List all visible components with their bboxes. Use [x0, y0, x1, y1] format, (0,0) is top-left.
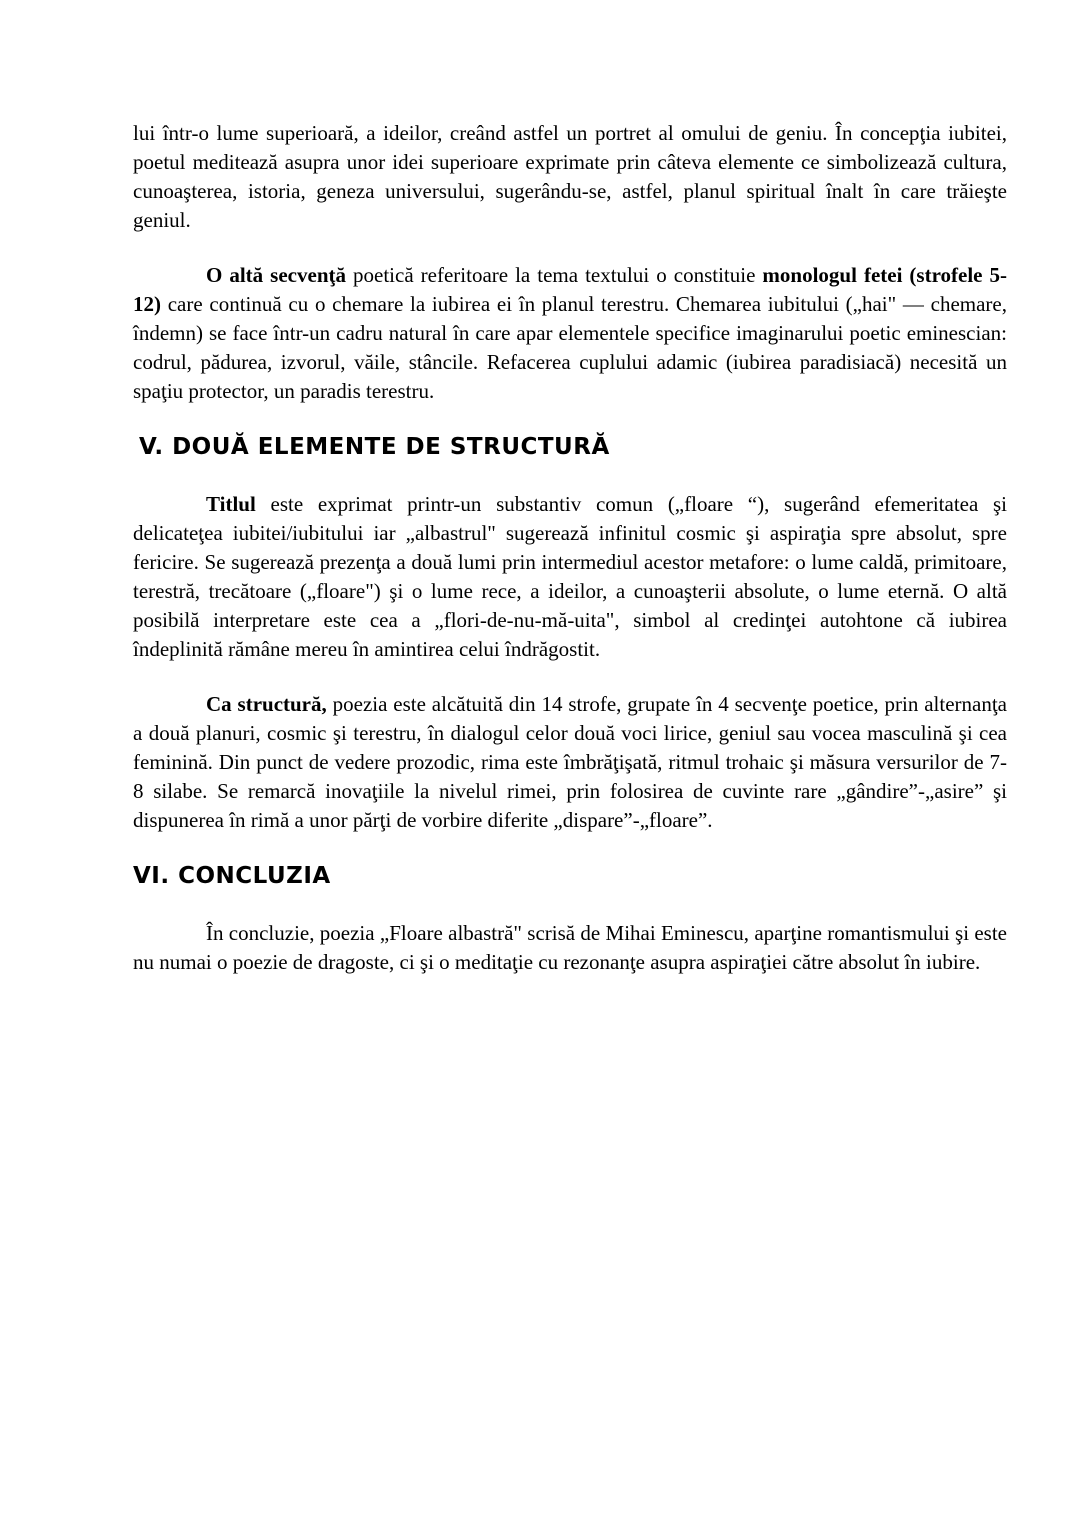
paragraph-text: poetică referitoare la tema textului o constituie	[346, 263, 763, 287]
paragraph-continuation	[133, 119, 1007, 235]
bold-run: monologul fetei (strofele 5-12)	[133, 263, 1007, 316]
paragraph-text: care continuă cu o chemare la iubirea ei în planul terestru. Chemarea iubitului („hai" — chemare, îndemn) se face într-un cadru natural în care apar elementele specifice imaginarului poetic eminescian: codrul, pădurea, izvorul, văile, stâncile. Refacerea cuplului adamic (iubirea paradisiacă) necesită un spaţiu protector, un paradis terestru.	[133, 292, 1007, 403]
bold-run: Ca structură,	[206, 692, 327, 716]
paragraph-structure-analysis	[133, 690, 1007, 835]
bold-run: Titlul	[206, 492, 256, 516]
paragraph-text: poezia este alcătuită din 14 strofe, grupate în 4 secvenţe poetice, prin alternanţa a două planuri, cosmic şi terestru, în dialogul celor două voci lirice, geniul sau vocea masculină şi cea feminină. Din punct de vedere prozodic, rima este îmbrăţişată, ritmul trohaic şi măsura versurilor de 7-8 silabe. Se remarcă inovaţiile la nivelul rimei, prin folosirea de cuvinte rare „gândire”-„asire” şi dispunerea în rimă a unor părţi de vorbire diferite „dispare”-„floare”.	[133, 692, 1007, 832]
paragraph-text: În concluzie, poezia „Floare albastră" scrisă de Mihai Eminescu, aparţine romantismului şi este nu numai o poezie de dragoste, ci şi o meditaţie cu rezonanţe asupra aspiraţiei către absolut în iubire.	[133, 921, 1007, 974]
paragraph-text: este exprimat printr-un substantiv comun („floare “), sugerând efemeritatea şi delicateţea iubitei/iubitului iar „albastrul" sugerează infinitul cosmic şi aspiraţia spre absolut, spre fericire. Se sugerează prezenţa a două lumi prin intermediul acestor metafore: o lume caldă, primitoare, terestră, trecătoare („floare") şi o lume rece, a ideilor, a cunoaşterii absolute, o lume eternă. O altă posibilă interpretare este cea a „flori-de-nu-mă-uita", simbol al credinţei autohtone că iubirea îndeplinită rămâne mereu în amintirea celui îndrăgostit.	[133, 492, 1007, 661]
paragraph-second-sequence	[133, 261, 1007, 406]
paragraph-title-analysis	[133, 490, 1007, 664]
section-heading-structure: V. DOUĂ ELEMENTE DE STRUCTURĂ	[139, 434, 610, 460]
paragraph-conclusion	[133, 919, 1007, 977]
paragraph-text: lui într-o lume superioară, a ideilor, creând astfel un portret al omului de geniu. În concepţia iubitei, poetul meditează asupra unor idei superioare exprimate prin câteva elemente ce simbolizează cultura, cunoaşterea, istoria, geneza universului, sugerându-se, astfel, planul spiritual înalt în care trăieşte geniul.	[133, 121, 1007, 232]
section-heading-conclusion: VI. CONCLUZIA	[133, 863, 331, 889]
bold-run: O altă secvenţă	[206, 263, 346, 287]
